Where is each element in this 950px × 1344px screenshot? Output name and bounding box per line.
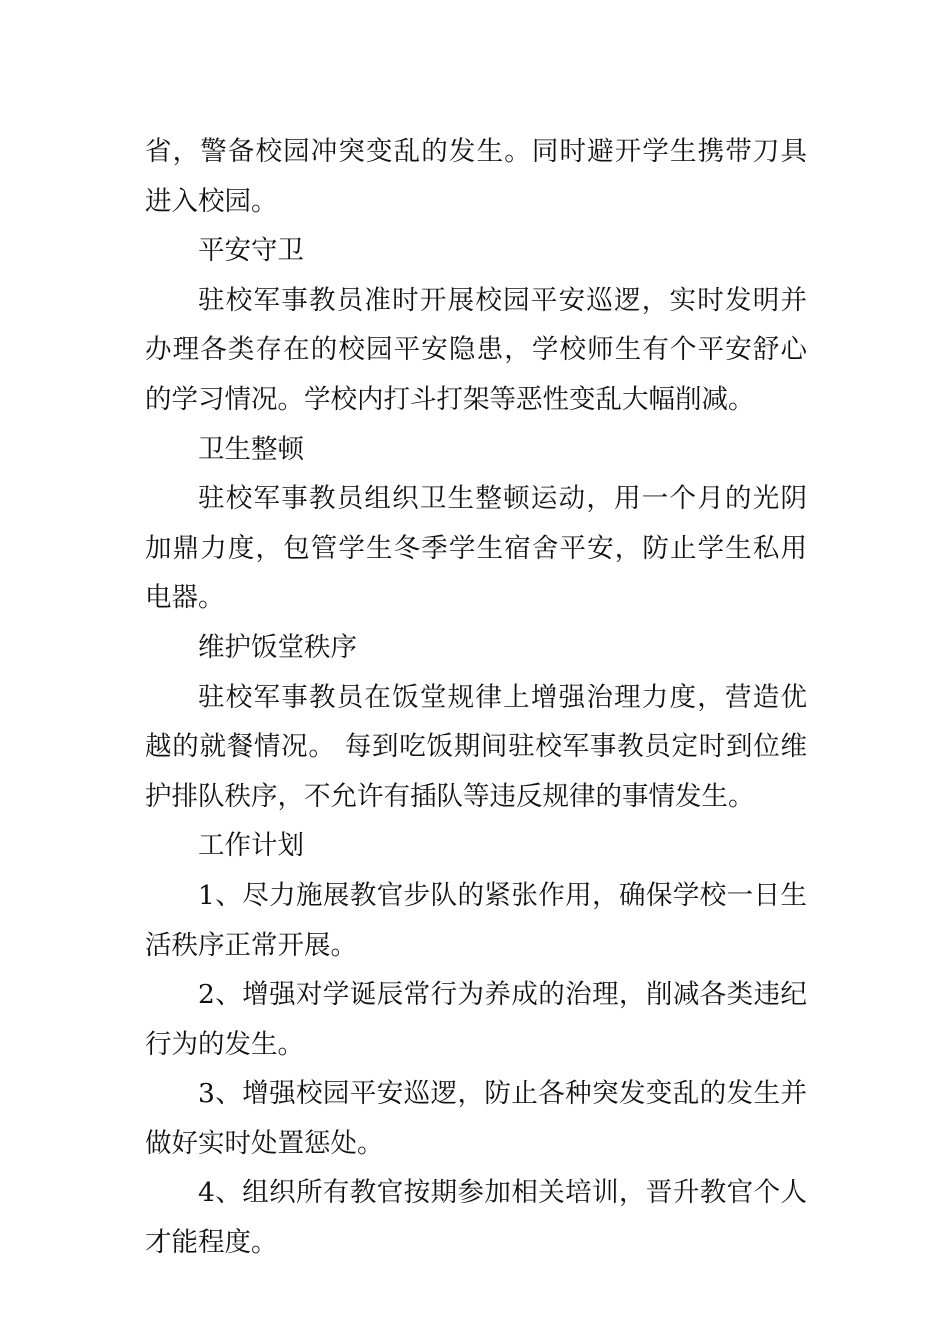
document-body xyxy=(145,127,807,1268)
work-plan-item-4: 4、组织所有教官按期参加相关培训，晋升教官个人才能程度。 xyxy=(145,1177,807,1259)
paragraph-safety-guard: 驻校军事教员准时开展校园平安巡逻，实时发明并办理各类存在的校园平安隐患，学校师生有个平安舒心的学习情况。学校内打斗打架等恶性变乱大幅削减。 xyxy=(145,284,807,415)
section-heading-canteen-order: 维护饭堂秩序 xyxy=(198,631,357,663)
paragraph-hygiene: 驻校军事教员组织卫生整顿运动，用一个月的光阴加鼎力度，包管学生冬季学生宿舍平安，防止学生私用电器。 xyxy=(145,483,807,614)
work-plan-item-1: 1、尽力施展教官步队的紧张作用，确保学校一日生活秩序正常开展。 xyxy=(145,879,807,961)
work-plan-item-3: 3、增强校园平安巡逻，防止各种突发变乱的发生并做好实时处置惩处。 xyxy=(145,1078,807,1159)
section-heading-safety-guard: 平安守卫 xyxy=(198,235,304,267)
paragraph-continuation: 省，警备校园冲突变乱的发生。同时避开学生携带刀具进入校园。 xyxy=(145,136,807,217)
paragraph-canteen-order: 驻校军事教员在饭堂规律上增强治理力度，营造优越的就餐情况。 每到吃饭期间驻校军事教员定时到位维护排队秩序，不允许有插队等违反规律的事情发生。 xyxy=(145,681,807,812)
section-heading-work-plan: 工作计划 xyxy=(198,830,304,862)
section-heading-hygiene: 卫生整顿 xyxy=(198,433,304,465)
work-plan-item-2: 2、增强对学诞辰常行为养成的治理，削减各类违纪行为的发生。 xyxy=(145,979,807,1060)
